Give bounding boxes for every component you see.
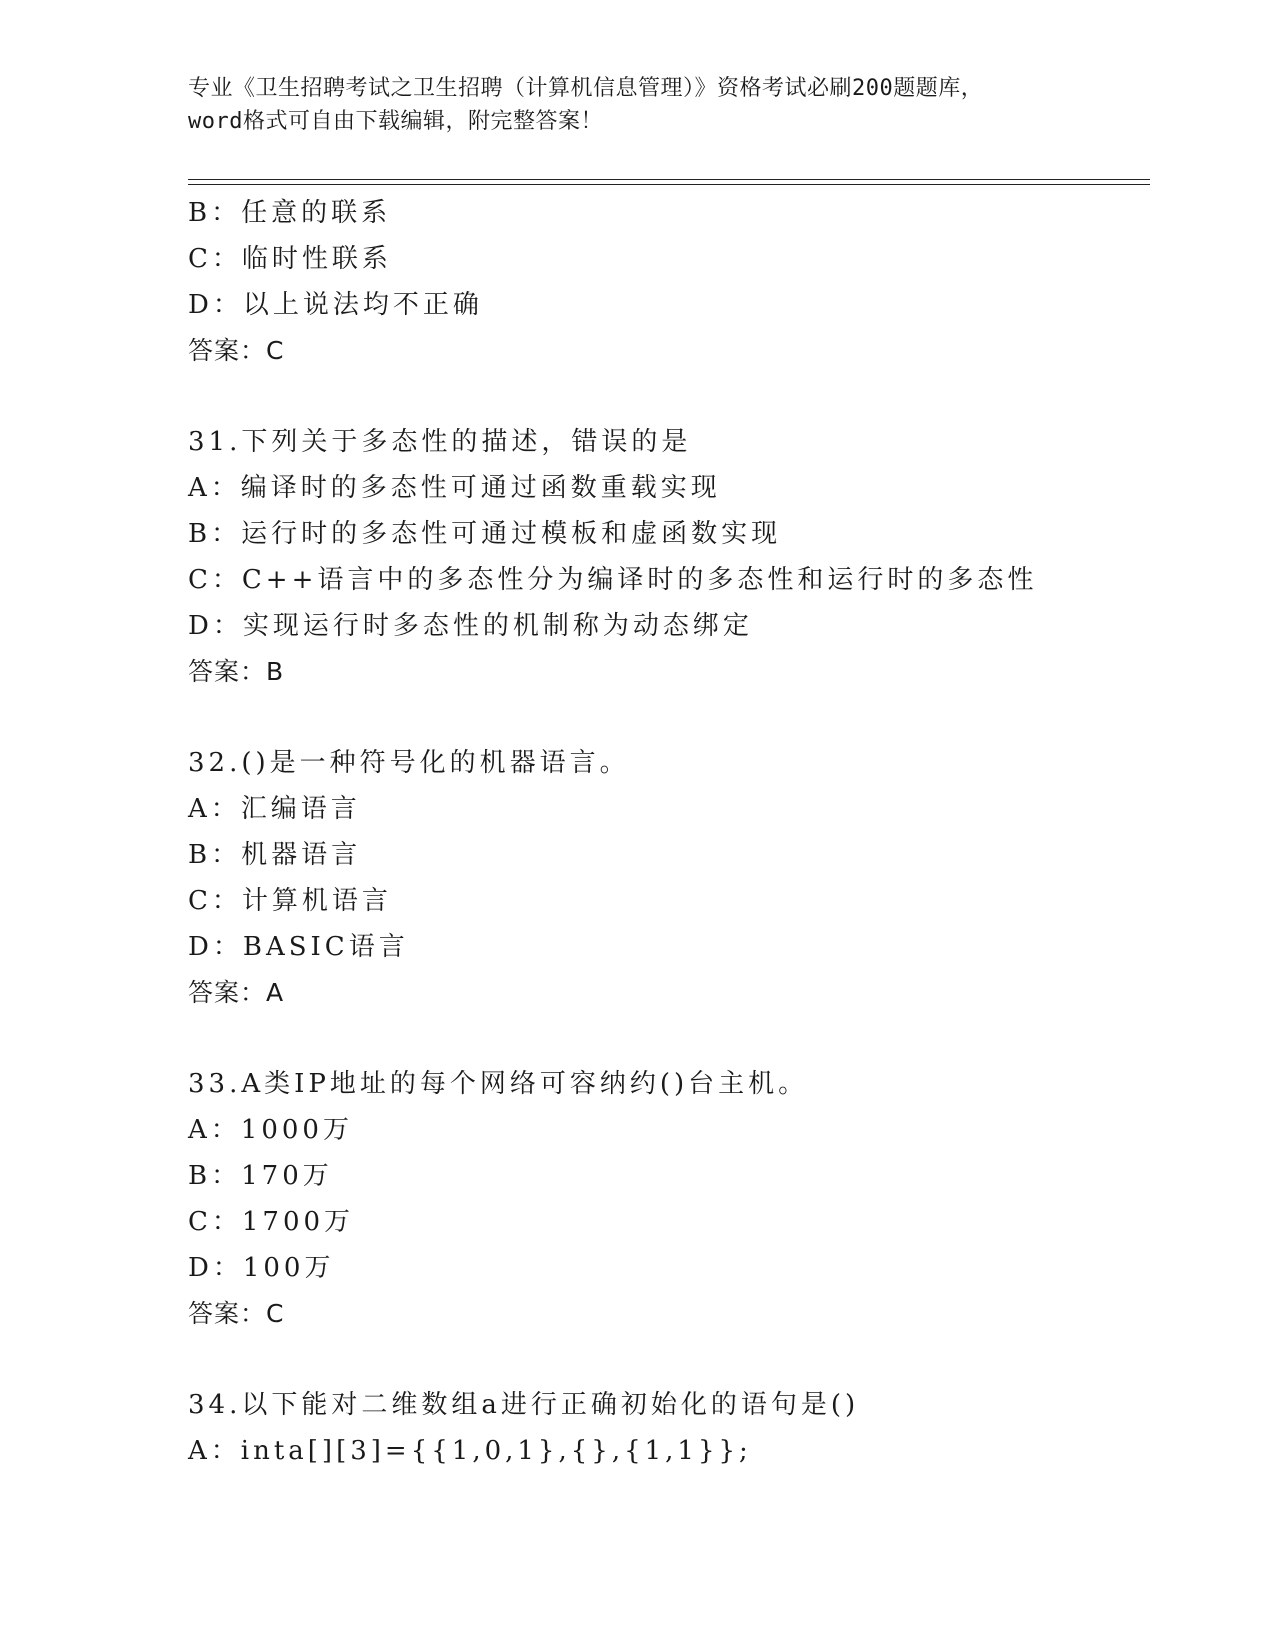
option-c: C：计算机语言 (188, 886, 392, 916)
header-divider-bottom (188, 184, 1150, 185)
header-title-line-2: word格式可自由下载编辑，附完整答案！ (188, 109, 603, 134)
question-list (188, 190, 1138, 1474)
option-d: D：BASIC语言 (188, 932, 409, 962)
question-stem: 31.下列关于多态性的描述，错误的是 (188, 427, 692, 457)
option-b: B：170万 (188, 1161, 333, 1191)
answer: 答案：A (188, 978, 285, 1007)
option-c: C：C++语言中的多态性分为编译时的多态性和运行时的多态性 (188, 565, 1038, 595)
spacer (188, 374, 1138, 419)
spacer (188, 1337, 1138, 1382)
option-c: C：临时性联系 (188, 244, 392, 274)
option-a: A：汇编语言 (188, 794, 361, 824)
header-divider-top (188, 179, 1150, 180)
option-a: A：编译时的多态性可通过函数重载实现 (188, 473, 721, 503)
question-stem: 32.()是一种符号化的机器语言。 (188, 748, 630, 778)
document-header (188, 72, 1088, 138)
question-34 (188, 1382, 1138, 1474)
option-b: B：任意的联系 (188, 198, 392, 228)
answer: 答案：C (188, 1299, 285, 1328)
spacer (188, 695, 1138, 740)
option-b: B：机器语言 (188, 840, 362, 870)
option-a: A：inta[][3]={{1,0,1},{},{1,1}}; (188, 1436, 752, 1466)
answer: 答案：C (188, 336, 285, 365)
spacer (188, 1016, 1138, 1061)
option-d: D：实现运行时多态性的机制称为动态绑定 (188, 611, 753, 641)
question-stem: 33.A类IP地址的每个网络可容纳约()台主机。 (188, 1069, 809, 1099)
question-33 (188, 1061, 1138, 1337)
header-title-line-1: 专业《卫生招聘考试之卫生招聘（计算机信息管理）》资格考试必刷200题题库， (188, 76, 984, 101)
option-d: D：以上说法均不正确 (188, 290, 483, 320)
question-31 (188, 419, 1138, 695)
question-30-continuation (188, 190, 1138, 374)
question-32 (188, 740, 1138, 1016)
option-b: B：运行时的多态性可通过模板和虚函数实现 (188, 519, 782, 549)
option-a: A：1000万 (188, 1115, 353, 1145)
option-d: D：100万 (188, 1253, 335, 1283)
answer: 答案：B (188, 657, 285, 686)
question-stem: 34.以下能对二维数组a进行正确初始化的语句是() (188, 1390, 860, 1420)
option-c: C：1700万 (188, 1207, 355, 1237)
